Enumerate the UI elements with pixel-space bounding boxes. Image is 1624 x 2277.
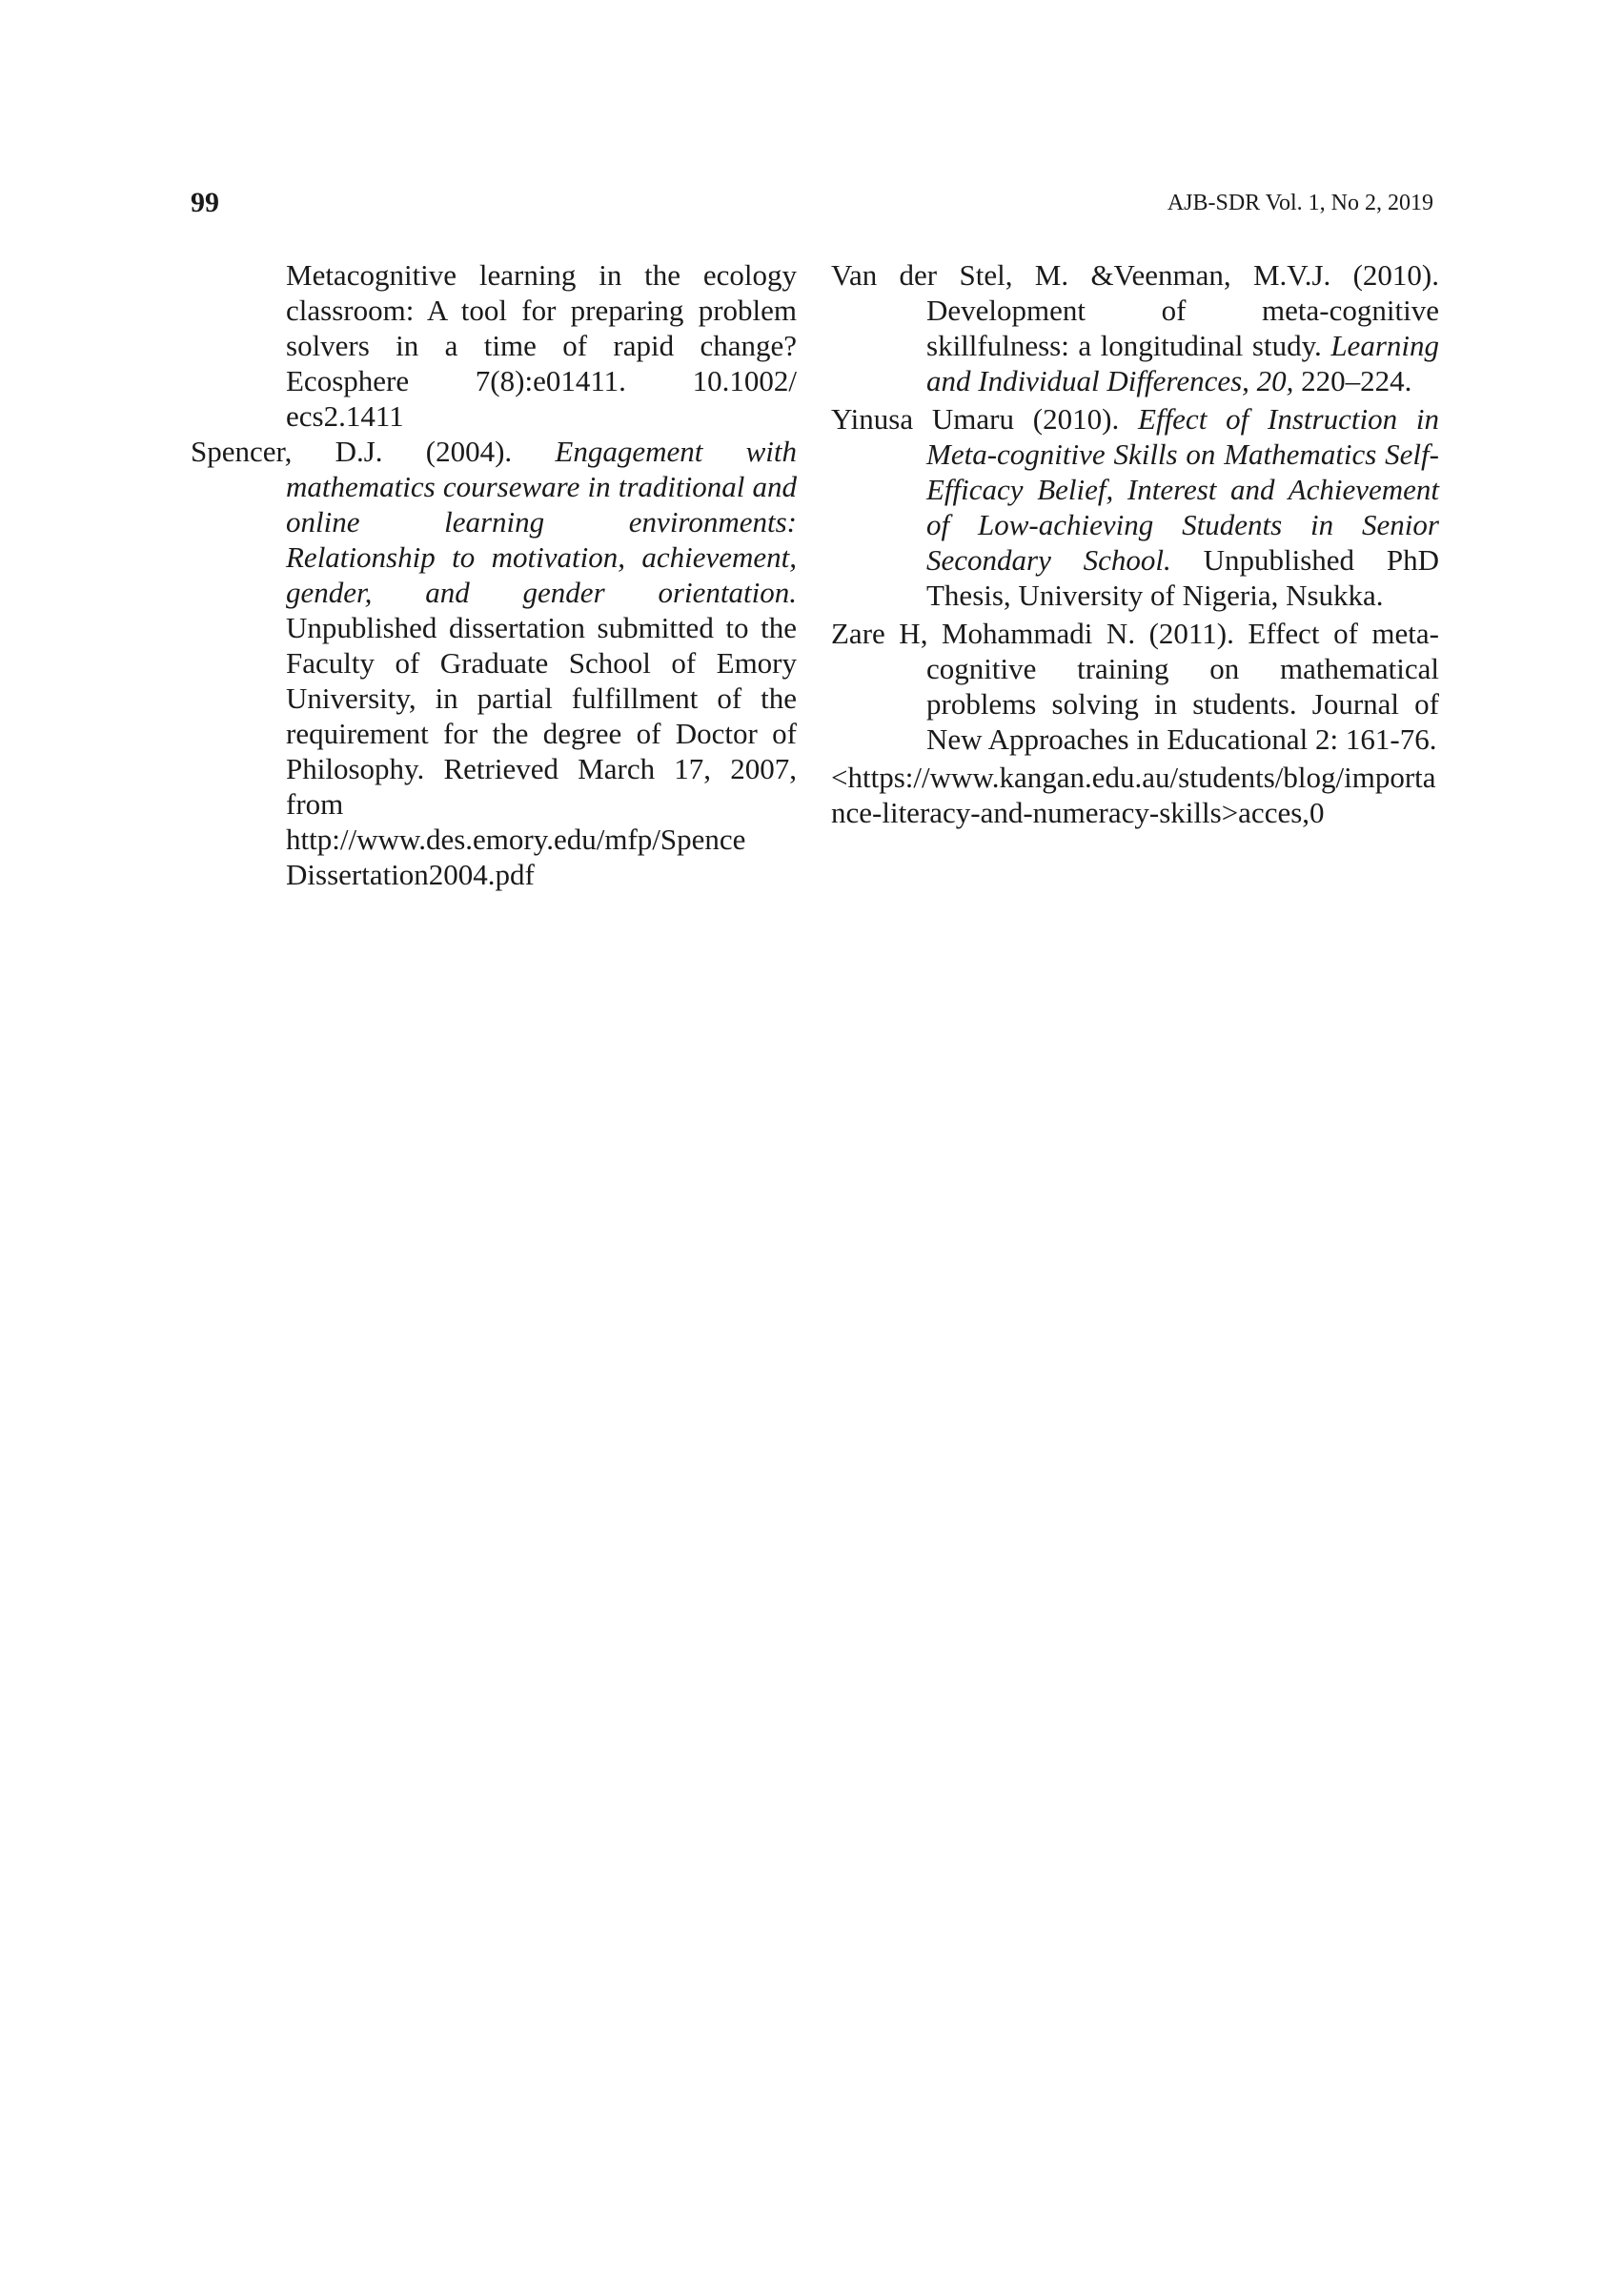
reference-yinusa bbox=[831, 401, 1439, 613]
reference-url[interactable]: <https://www.kangan.edu.au/students/blog/importance-literacy-and-numeracy-skills>acces,0 bbox=[831, 761, 1436, 829]
reference-author: Yinusa Umaru (2010). bbox=[831, 402, 1139, 436]
right-column bbox=[831, 257, 1439, 830]
reference-van-der-stel bbox=[831, 257, 1439, 398]
reference-journal: Learning and Individual Differences, 20, bbox=[926, 329, 1439, 397]
reference-author: Spencer, D.J. (2004). bbox=[191, 435, 556, 468]
reference-details: Unpublished PhD Thesis, University of Nigeria, Nsukka. bbox=[926, 543, 1439, 612]
reference-continuation: Metacognitive learning in the ecology classroom: A tool for preparing problem solvers in a time of rapid change? Ecosphere 7(8):e01411. 10.1002/ ecs2.1411 bbox=[286, 258, 797, 433]
page-number: 99 bbox=[191, 187, 219, 218]
reference-pages: 220–224. bbox=[1293, 364, 1412, 397]
reference-details: Unpublished dissertation submitted to the Faculty of Graduate School of Emory University, in partial fulfillment of the requirement for the degree of Doctor of Philosophy. Retrieved March 17, 2007, from http://www.des.emory.edu/mfp/Spence Dissertation2004.pdf bbox=[286, 611, 797, 891]
reference-spencer bbox=[191, 434, 797, 892]
reference-author: Van der Stel, M. &Veenman, M.V.J. (2010). Development of meta-cognitive skillfulness: a longitudinal study. bbox=[831, 258, 1439, 362]
journal-header: AJB-SDR Vol. 1, No 2, 2019 bbox=[1167, 191, 1433, 215]
reference-zare: Zare H, Mohammadi N. (2011). Effect of meta-cognitive training on mathematical problems solving in students. Journal of New Approaches in Educational 2: 161-76. bbox=[831, 617, 1439, 756]
reference-title: Effect of Instruction in Meta-cognitive Skills on Mathematics Self-Efficacy Belief, Interest and Achievement of Low-achieving Students in Senior Secondary School. bbox=[926, 402, 1439, 577]
left-column bbox=[191, 257, 797, 892]
reference-title: Engagement with mathematics courseware in traditional and online learning environments: Relationship to motivation, achievement, gender, and gender orientation. bbox=[286, 435, 797, 609]
